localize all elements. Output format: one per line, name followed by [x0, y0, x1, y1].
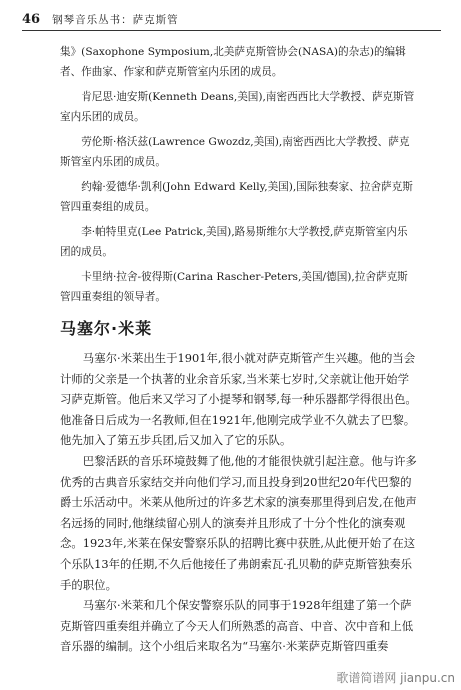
contributor-list — [60, 42, 418, 312]
list-item: 集》(Saxophone Symposium,北美萨克斯管协会(NASA)的杂志)的编辑者、作曲家、作家和萨克斯管室内乐团的成员。 — [60, 46, 406, 78]
list-item: 劳伦斯·格沃兹(Lawrence Gwozdz,美国),南密西西比大学教授、萨克斯管室内乐团的成员。 — [60, 136, 410, 168]
body-paragraph: 马塞尔·米莱出生于1901年,很小就对萨克斯管产生兴趣。他的当会计师的父亲是一个执著的业余音乐家,当米莱七岁时,父亲就让他开始学习萨克斯管。他后来又学习了小提琴和钢琴,每一种乐器都学得很出色。他准备日后成为一名教师,但在1921年,他刚完成学业不久就去了巴黎。他先加入了第五步兵团,后又加入了它的乐队。 — [60, 351, 417, 448]
header-rule — [22, 30, 441, 31]
list-item: 肯尼思·迪安斯(Kenneth Deans,美国),南密西西比大学教授、萨克斯管室内乐团的成员。 — [60, 91, 415, 123]
body-paragraph: 马塞尔·米莱和几个保安警察乐队的同事于1928年组建了第一个萨克斯管四重奏组并确立了今天人们所熟悉的高音、中音、次中音和上低音乐器的编制。这个小组后来取名为“马塞尔·米莱萨克斯管四重奏 — [60, 598, 414, 654]
section-body — [60, 348, 420, 657]
body-paragraph: 巴黎活跃的音乐环境鼓舞了他,他的才能很快就引起注意。他与许多优秀的古典音乐家结交并向他们学习,而且投身到20世纪20年代巴黎的爵士乐活动中。米莱从他所过的许多艺术家的演奏那里得到启发,在他声名远扬的同时,他继续留心别人的演奏并且形成了十分个性化的演奏观念。1923年,米莱在保安警察乐队的招聘比赛中获胜,从此便开始了在这个乐队13年的任期,不久后他接任了弗朗索瓦·孔贝勒的萨克斯管独奏乐手的职位。 — [60, 453, 417, 592]
running-title: 钢琴音乐丛书：萨克斯管 — [52, 14, 179, 26]
list-item: 卡里纳·拉舍-彼得斯(Carina Rascher-Peters,美国/德国),拉舍萨克斯管四重奏组的领导者。 — [60, 271, 408, 303]
section-heading: 马塞尔·米莱 — [60, 319, 153, 338]
page-number: 46 — [22, 12, 41, 27]
list-item: 李·帕特里克(Lee Patrick,美国),路易斯维尔大学教授,萨克斯管室内乐团的成员。 — [60, 226, 408, 258]
list-item: 约翰·爱德华·凯利(John Edward Kelly,美国),国际独奏家、拉舍萨克斯管四重奏组的成员。 — [60, 181, 413, 213]
running-header — [22, 12, 441, 27]
watermark: 歌谱简谱网 jianpu.cn — [336, 671, 455, 685]
